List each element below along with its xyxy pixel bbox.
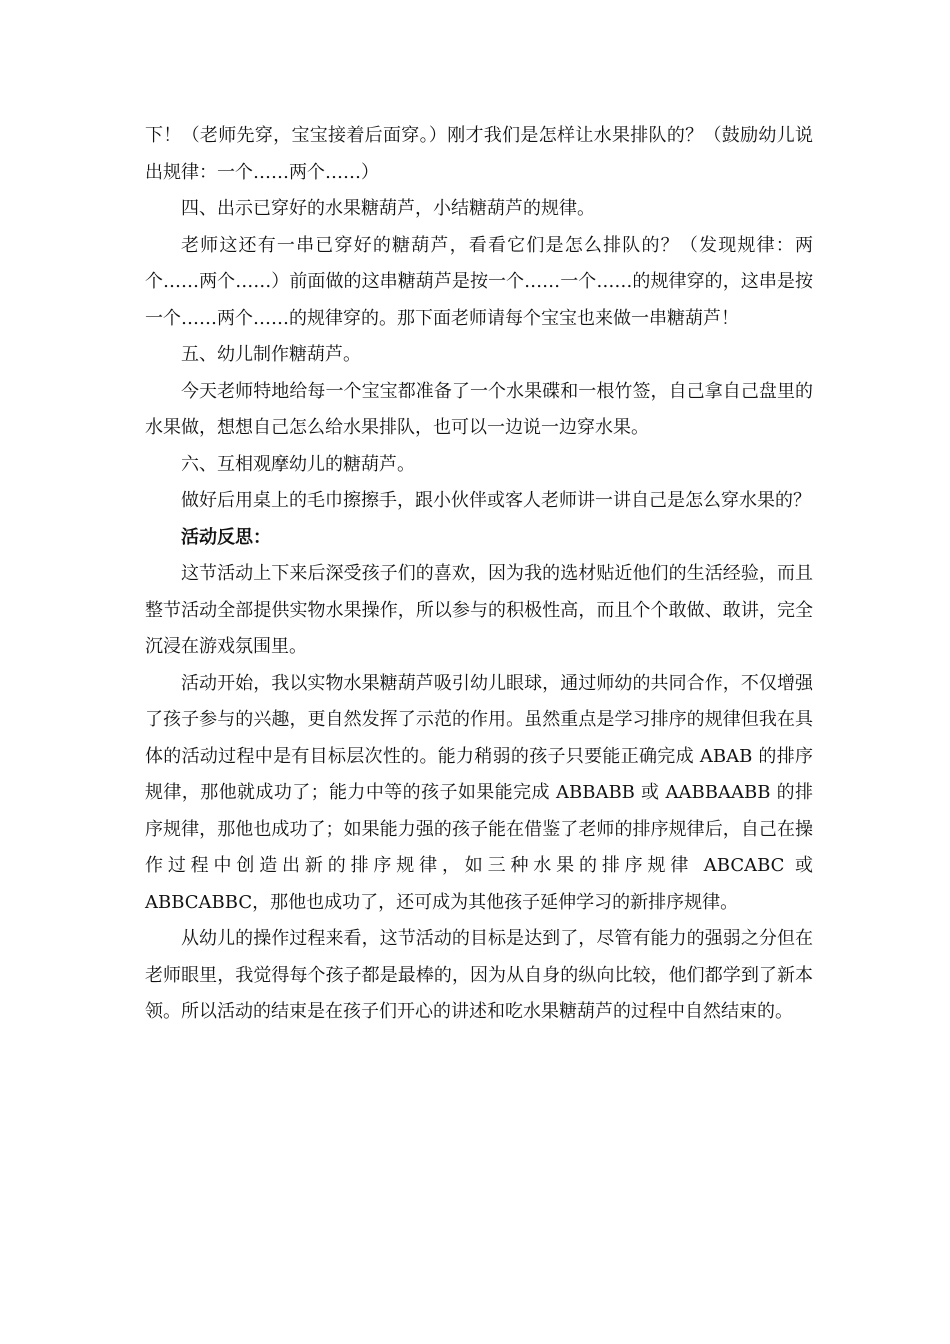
reflection-paragraph-3: 从幼儿的操作过程来看，这节活动的目标是达到了，尽管有能力的强弱之分但在老师眼里，我觉得每个孩子都是最棒的，因为从自身的纵向比较，他们都学到了新本领。所以活动的结束是在孩子们开心的讲述和吃水果糖葫芦的过程中自然结束的。 [145, 928, 813, 1022]
paragraph-section-6: 做好后用桌上的毛巾擦擦手，跟小伙伴或客人老师讲一讲自己是怎么穿水果的？ [181, 490, 811, 511]
paragraph-continuation: 下！（老师先穿，宝宝接着后面穿。）刚才我们是怎样让水果排队的？（鼓励幼儿说出规律：一个……两个……） [145, 125, 813, 183]
section-heading-6: 六、互相观摩幼儿的糖葫芦。 [181, 453, 415, 475]
reflection-paragraph-1: 这节活动上下来后深受孩子们的喜欢，因为我的选材贴近他们的生活经验，而且整节活动全部提供实物水果操作，所以参与的积极性高，而且个个敢做、敢讲，完全沉浸在游戏氛围里。 [145, 563, 813, 657]
paragraph-section-4: 老师这还有一串已穿好的糖葫芦，看看它们是怎么排队的？（发现规律：两个……两个……）前面做的这串糖葫芦是按一个……一个……的规律穿的，这串是按一个……两个……的规律穿的。那下面老师请每个宝宝也来做一串糖葫芦！ [145, 234, 813, 329]
section-heading-5: 五、幼儿制作糖葫芦。 [181, 344, 361, 365]
reflection-heading: 活动反思： [181, 526, 271, 548]
reflection-paragraph-2: 活动开始，我以实物水果糖葫芦吸引幼儿眼球，通过师幼的共同合作，不仅增强了孩子参与的兴趣，更自然发挥了示范的作用。虽然重点是学习排序的规律但我在具体的活动过程中是有目标层次性的。能力稍弱的孩子只要能正确完成 ABAB 的排序规律，那他就成功了；能力中等的孩子如果能完成 ABBABB 或 AABBAABB 的排序规律，那他也成功了；如果能力强的孩子能在借鉴了老师的排序规律后，自己在操作过程中创造出新的排序规律，如三种水果的排序规律 ABCABC 或 ABBCABBC，那他也成功了，还可成为其他孩子延伸学习的新排序规律。 [145, 672, 813, 913]
document-body [145, 118, 813, 1031]
paragraph-section-5: 今天老师特地给每一个宝宝都准备了一个水果碟和一根竹签，自己拿自己盘里的水果做，想想自己怎么给水果排队，也可以一边说一边穿水果。 [145, 380, 813, 438]
section-heading-4: 四、出示已穿好的水果糖葫芦，小结糖葫芦的规律。 [181, 198, 595, 219]
